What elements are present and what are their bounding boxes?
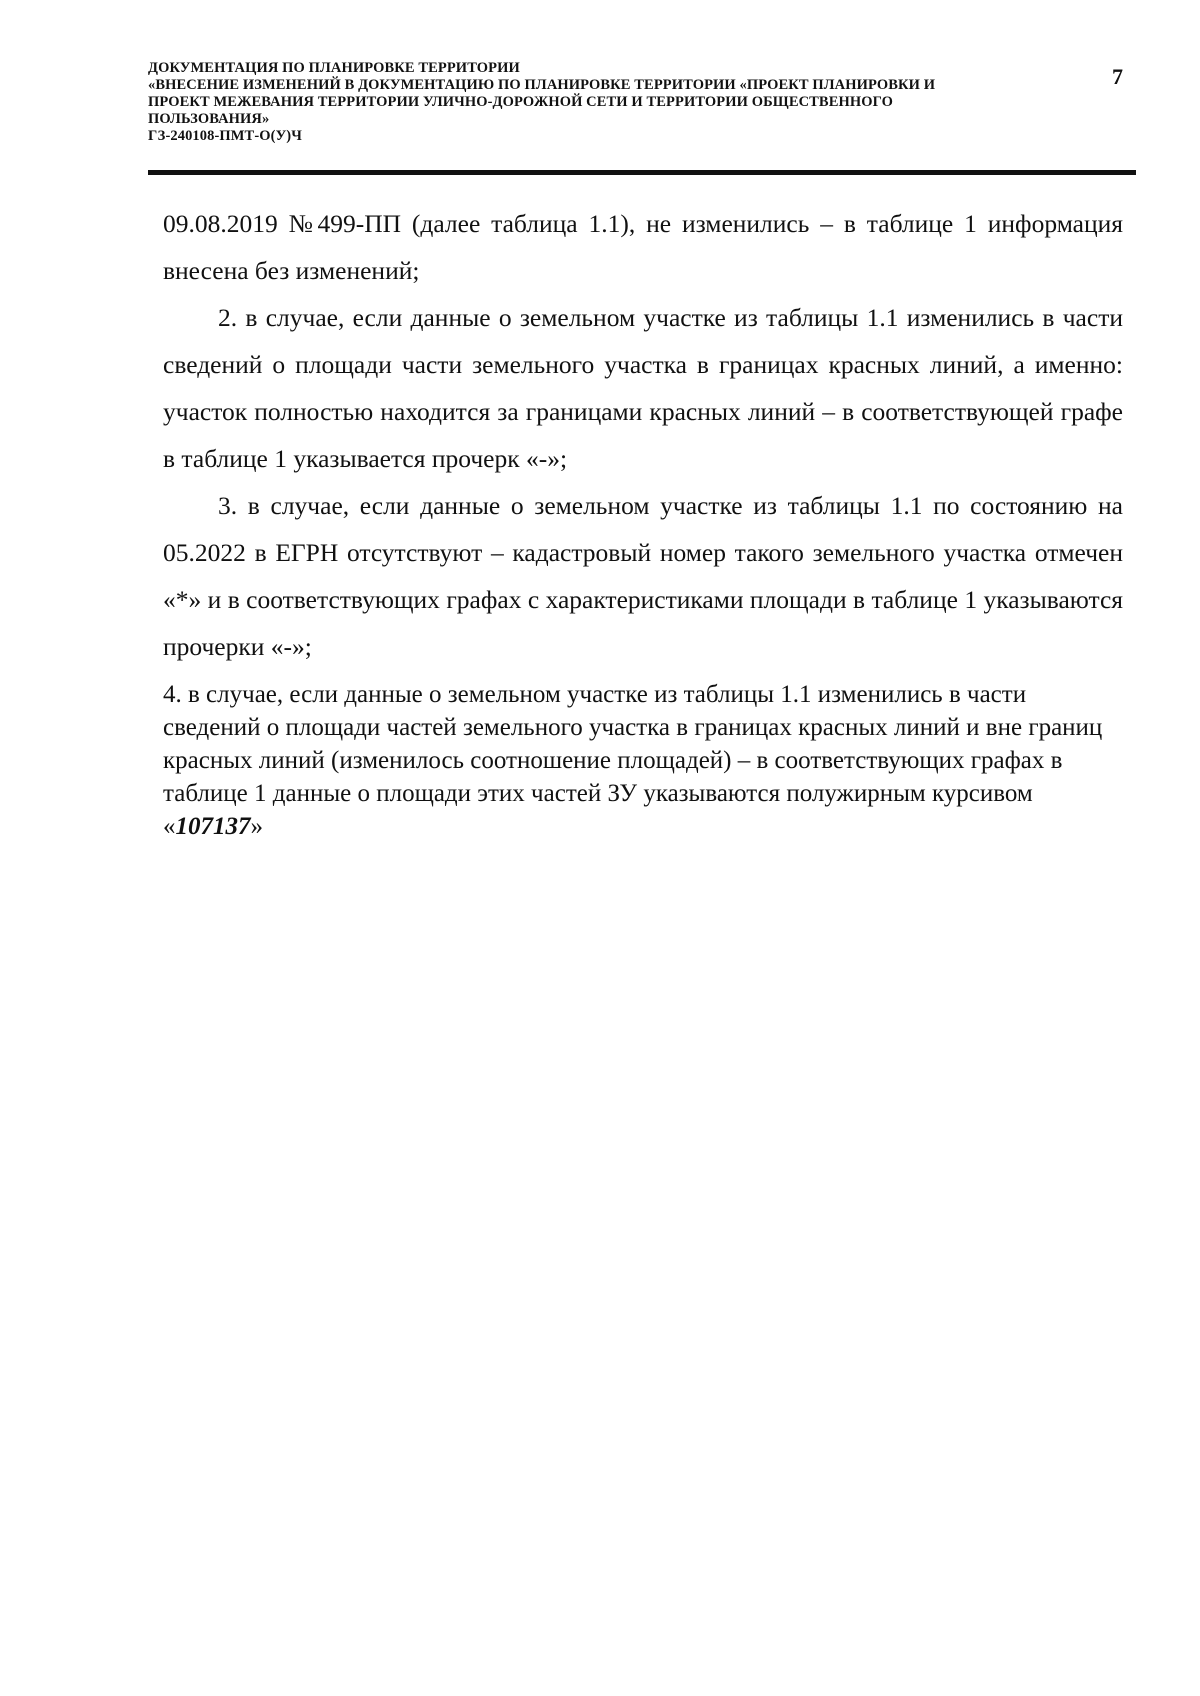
paragraph-4-close-quote: » (250, 813, 263, 840)
document-code: ГЗ-240108-ПМТ-О(У)Ч (148, 128, 302, 144)
header-line-4: ПОЛЬЗОВАНИЯ» (148, 111, 270, 127)
paragraph-1: 09.08.2019 №499-ПП (далее таблица 1.1), не изменились – в таблице 1 информация внесена без изменений; (163, 209, 1123, 285)
document-header (148, 60, 1078, 145)
paragraph-4 (163, 678, 1123, 843)
paragraph-4-text: 4. в случае, если данные о земельном участке из таблицы 1.1 изменились в части сведений о площади частей земельного участка в границах красных линий и вне границ красных линий (изменилось соотношение площадей) – в соответствующих графах в таблице 1 данные о площади этих частей ЗУ указываются полужирным курсивом « (163, 681, 1103, 840)
body-text (163, 200, 1123, 843)
header-line-3: ПРОЕКТ МЕЖЕВАНИЯ ТЕРРИТОРИИ УЛИЧНО-ДОРОЖНОЙ СЕТИ И ТЕРРИТОРИИ ОБЩЕСТВЕННОГО (148, 94, 893, 110)
header-line-1: ДОКУМЕНТАЦИЯ ПО ПЛАНИРОВКЕ ТЕРРИТОРИИ (148, 60, 520, 76)
header-divider (148, 170, 1136, 175)
page-number: 7 (1112, 64, 1123, 89)
bold-italic-example: 107137 (175, 813, 251, 840)
header-line-2: «ВНЕСЕНИЕ ИЗМЕНЕНИЙ В ДОКУМЕНТАЦИЮ ПО ПЛАНИРОВКЕ ТЕРРИТОРИИ «ПРОЕКТ ПЛАНИРОВКИ И (148, 77, 936, 93)
paragraph-2: 2. в случае, если данные о земельном участке из таблицы 1.1 изменились в части сведений о площади части земельного участка в границах красных линий, а именно: участок полностью находится за границами красных линий – в соответствующей графе в таблице 1 указывается прочерк «-»; (163, 303, 1123, 473)
paragraph-3: 3. в случае, если данные о земельном участке из таблицы 1.1 по состоянию на 05.2022 в ЕГРН отсутствуют – кадастровый номер такого земельного участка отмечен «*» и в соответствующих графах с характеристиками площади в таблице 1 указываются прочерки «-»; (163, 491, 1123, 661)
